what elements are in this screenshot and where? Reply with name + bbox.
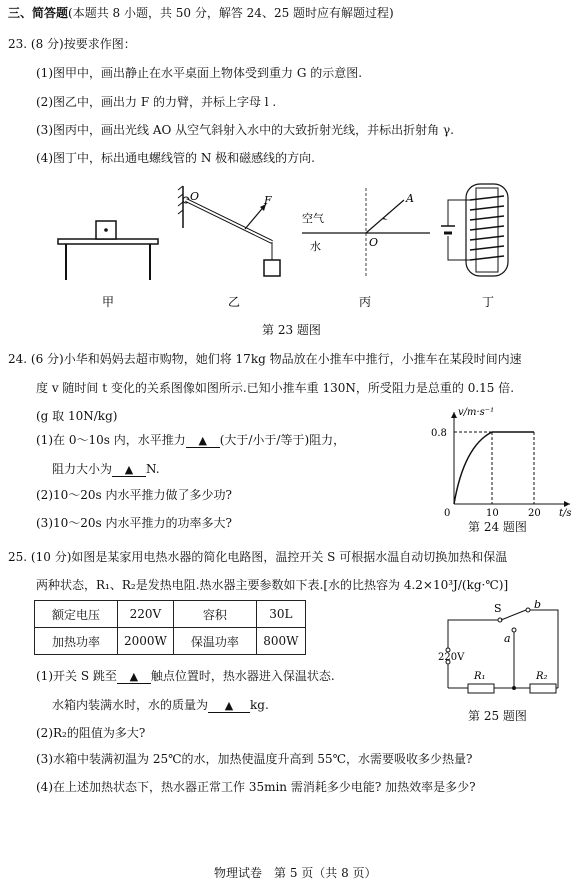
wire-bottom: [448, 236, 470, 260]
q25-part1-cont: [52, 697, 269, 713]
label-O-bing: O: [369, 236, 379, 249]
page-footer: 物理试卷 第 5 页（共 8 页）: [214, 866, 377, 880]
figure-ding: [441, 184, 508, 309]
q24-p1d: N.: [146, 462, 160, 476]
q24-part1-cont: [52, 461, 160, 477]
graph-origin: 0: [444, 508, 451, 519]
label-R1: R₁: [474, 671, 486, 682]
resistor-R1: [468, 684, 494, 693]
q25-caption: 第 25 题图: [468, 709, 527, 723]
table-row: [35, 601, 306, 628]
graph-xtick-10: 10: [486, 508, 499, 519]
q25-part3: (3)水箱中装满初温为 25℃的水，加热使温度升高到 55℃，水需要吸收多少热量?: [36, 752, 473, 766]
table-cell: 保温功率: [173, 628, 256, 655]
q25-blank-1[interactable]: ▲: [117, 670, 151, 684]
q23-item-4: (4)图丁中，标出通电螺线管的 N 极和磁感线的方向.: [36, 151, 315, 165]
q25-number: 25.: [8, 550, 28, 564]
graph-xlabel: t/s: [559, 508, 572, 519]
switch-blade: [501, 610, 526, 620]
q23-stem: [8, 36, 136, 52]
q25-blank-2[interactable]: ▲: [208, 699, 250, 713]
table-cell: 800W: [256, 628, 305, 655]
q25-param-table: [34, 600, 306, 655]
table-cell: 2000W: [118, 628, 174, 655]
graph-xtick-20: 20: [528, 508, 541, 519]
table-cell: 加热功率: [35, 628, 118, 655]
q25-p1c: 水箱内装满水时，水的质量为: [52, 698, 209, 712]
q24-part3: (3)10～20s 内水平推力的功率多大?: [36, 516, 232, 530]
q25-p1a: (1)开关 S 跳至: [36, 669, 117, 683]
q24-p1c: 阻力大小为: [52, 462, 113, 476]
graph-ylabel: v/m·s⁻¹: [458, 407, 495, 418]
q24-number: 24.: [8, 352, 28, 366]
q25-p1d: kg.: [250, 698, 269, 712]
wire-left-top: [448, 620, 498, 650]
table-cell: 容积: [173, 601, 256, 628]
section-header: [8, 5, 394, 21]
label-220V: 220V: [438, 652, 465, 663]
q25-line2: 两种状态，R₁、R₂是发热电阻.热水器主要参数如下表.[水的比热容为 4.2×10³J/(kg·℃)]: [36, 578, 509, 592]
label-water: 水: [310, 240, 321, 253]
q24-part1: [36, 432, 345, 448]
label-R2: R₂: [536, 671, 548, 682]
q25-line1-text: (10 分)如图是某家用电热水器的简化电路图，温控开关 S 可根据水温自动切换加热和保温: [30, 550, 508, 564]
q23-figures: [0, 178, 584, 338]
resistor-R2: [530, 684, 556, 693]
hanging-weight: [264, 260, 280, 276]
q24-blank-1[interactable]: ▲: [186, 434, 220, 448]
label-S: S: [494, 602, 502, 615]
q25-part4: (4)在上述加热状态下，热水器正常工作 35min 需消耗多少电能? 加热效率是多少?: [36, 780, 476, 794]
figure-bing: [302, 188, 430, 309]
figure-yi: [178, 186, 280, 309]
block-center: [104, 228, 108, 232]
q24-part2: (2)10～20s 内水平推力做了多少功?: [36, 488, 232, 502]
contact-b: [526, 608, 530, 612]
q24-line1-text: (6 分)小华和妈妈去超市购物，她们将 17kg 物品放在小推车中推行，小推车在某段时间内速: [30, 352, 522, 366]
label-b: b: [534, 600, 542, 611]
q25-line1: [8, 549, 507, 565]
label-a: a: [504, 632, 511, 645]
q24-p1b: (大于/小于/等于)阻力，: [219, 433, 346, 447]
q24-line3: (g 取 10N/kg): [36, 409, 118, 423]
coil-windings: [470, 196, 504, 260]
q24-line1: [8, 351, 522, 367]
label-jia: 甲: [102, 295, 115, 309]
q25-part1: [36, 668, 335, 684]
label-F: F: [264, 194, 272, 207]
figure-jia: [58, 221, 158, 309]
q24-line2: 度 v 随时间 t 变化的关系图像如图所示.已知小推车重 130N，所受阻力是总重的 0.15 倍.: [36, 381, 515, 395]
graph-ytick: 0.8: [431, 428, 447, 439]
table-cell: 220V: [118, 601, 174, 628]
q24-blank-2[interactable]: ▲: [112, 463, 146, 477]
q23-caption: 第 23 题图: [262, 323, 321, 337]
label-air: 空气: [302, 212, 324, 225]
label-ding: 丁: [482, 295, 495, 309]
label-yi: 乙: [228, 295, 241, 309]
q23-item-3: (3)图丙中，画出光线 AO 从空气斜射入水中的大致折射光线，并标出折射角 γ.: [36, 123, 454, 137]
curve-accel: [454, 432, 492, 504]
section-title: 三、简答题: [8, 6, 69, 20]
q24-p1a: (1)在 0～10s 内，水平推力: [36, 433, 186, 447]
q25-part2: (2)R₂的阻值为多大?: [36, 726, 146, 740]
q24-graph: [430, 404, 580, 532]
label-bing: 丙: [359, 295, 372, 309]
label-O-yi: O: [190, 190, 200, 203]
table-cell: 额定电压: [35, 601, 118, 628]
q23-item-2: (2)图乙中，画出力 F 的力臂，并标上字母 l .: [36, 95, 277, 109]
q25-circuit: [430, 600, 580, 700]
wire-top: [448, 200, 470, 226]
table-row: [35, 628, 306, 655]
label-A: A: [406, 192, 414, 205]
ray-arrow: [382, 212, 389, 220]
q25-p1b: 触点位置时，热水器进入保温状态.: [150, 669, 335, 683]
q23-number: 23.: [8, 37, 28, 51]
q23-stem-text: (8 分)按要求作图：: [30, 37, 136, 51]
q24-caption: 第 24 题图: [468, 520, 527, 534]
contact-a: [512, 628, 516, 632]
table-cell: 30L: [256, 601, 305, 628]
section-desc: (本题共 8 小题，共 50 分，解答 24、25 题时应有解题过程): [68, 6, 394, 20]
q23-item-1: (1)图甲中，画出静止在水平桌面上物体受到重力 G 的示意图.: [36, 66, 363, 80]
